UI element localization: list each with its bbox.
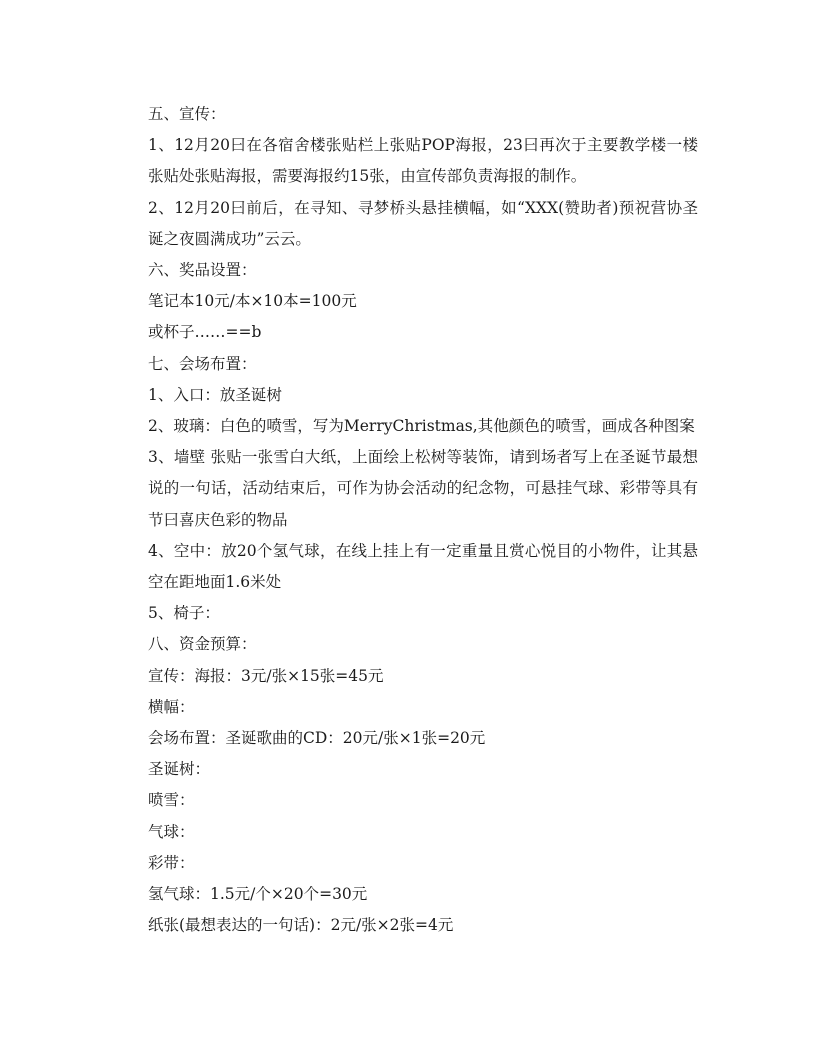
- paragraph-air: 4、空中：放20个氢气球，在线上挂上有一定重量且赏心悦目的小物件，让其悬空在距地面1.6米处: [148, 541, 698, 592]
- paragraph-banner: 2、12月20曰前后，在寻知、寻梦桥头悬挂横幅，如“XXX(赞助者)预祝营协圣诞之夜圆满成功”云云。: [148, 198, 698, 248]
- document-body: [118, 99, 698, 941]
- budget-balloons: 气球：: [148, 822, 195, 841]
- budget-poster: 宣传：海报：3元/张×15张=45元: [148, 666, 384, 685]
- paragraph-wall: 3、墙壁 张贴一张雪白大纸，上面绘上松树等装饰，请到场者写上在圣诞节最想说的一句话，活动结束后，可作为协会活动的纪念物，可悬挂气球、彩带等具有节曰喜庆色彩的物品: [148, 448, 698, 529]
- heading-prizes: 六、奖品设置：: [148, 261, 257, 280]
- paragraph-poster: 1、12月20曰在各宿舍楼张贴栏上张贴POP海报，23曰再次于主要教学楼一楼张贴处张贴海报，需要海报约15张，由宣传部负责海报的制作。: [148, 136, 698, 186]
- budget-tree: 圣诞树：: [148, 760, 211, 779]
- paragraph-entrance: 1、入口：放圣诞树: [148, 385, 282, 404]
- paragraph-glass: 2、玻璃：白色的喷雪，写为MerryChristmas,其他颜色的喷雪，画成各种图案: [148, 417, 695, 436]
- heading-budget: 八、资金预算：: [148, 635, 257, 654]
- budget-paper: 纸张(最想表达的一句话)：2元/张×2张=4元: [148, 916, 454, 935]
- budget-ribbons: 彩带：: [148, 853, 195, 872]
- budget-snow-spray: 喷雪：: [148, 791, 195, 810]
- budget-banner: 横幅：: [148, 697, 195, 716]
- heading-publicity: 五、宣传：: [148, 105, 226, 123]
- paragraph-cup: 或杯子……==b: [148, 323, 262, 342]
- paragraph-chairs: 5、椅子：: [148, 604, 220, 623]
- heading-venue: 七、会场布置：: [148, 354, 257, 373]
- paragraph-notebook: 笔记本10元/本×10本=100元: [148, 292, 357, 311]
- budget-cd: 会场布置：圣诞歌曲的CD：20元/张×1张=20元: [148, 729, 486, 748]
- budget-hydrogen-balloons: 氢气球：1.5元/个×20个=30元: [148, 885, 368, 904]
